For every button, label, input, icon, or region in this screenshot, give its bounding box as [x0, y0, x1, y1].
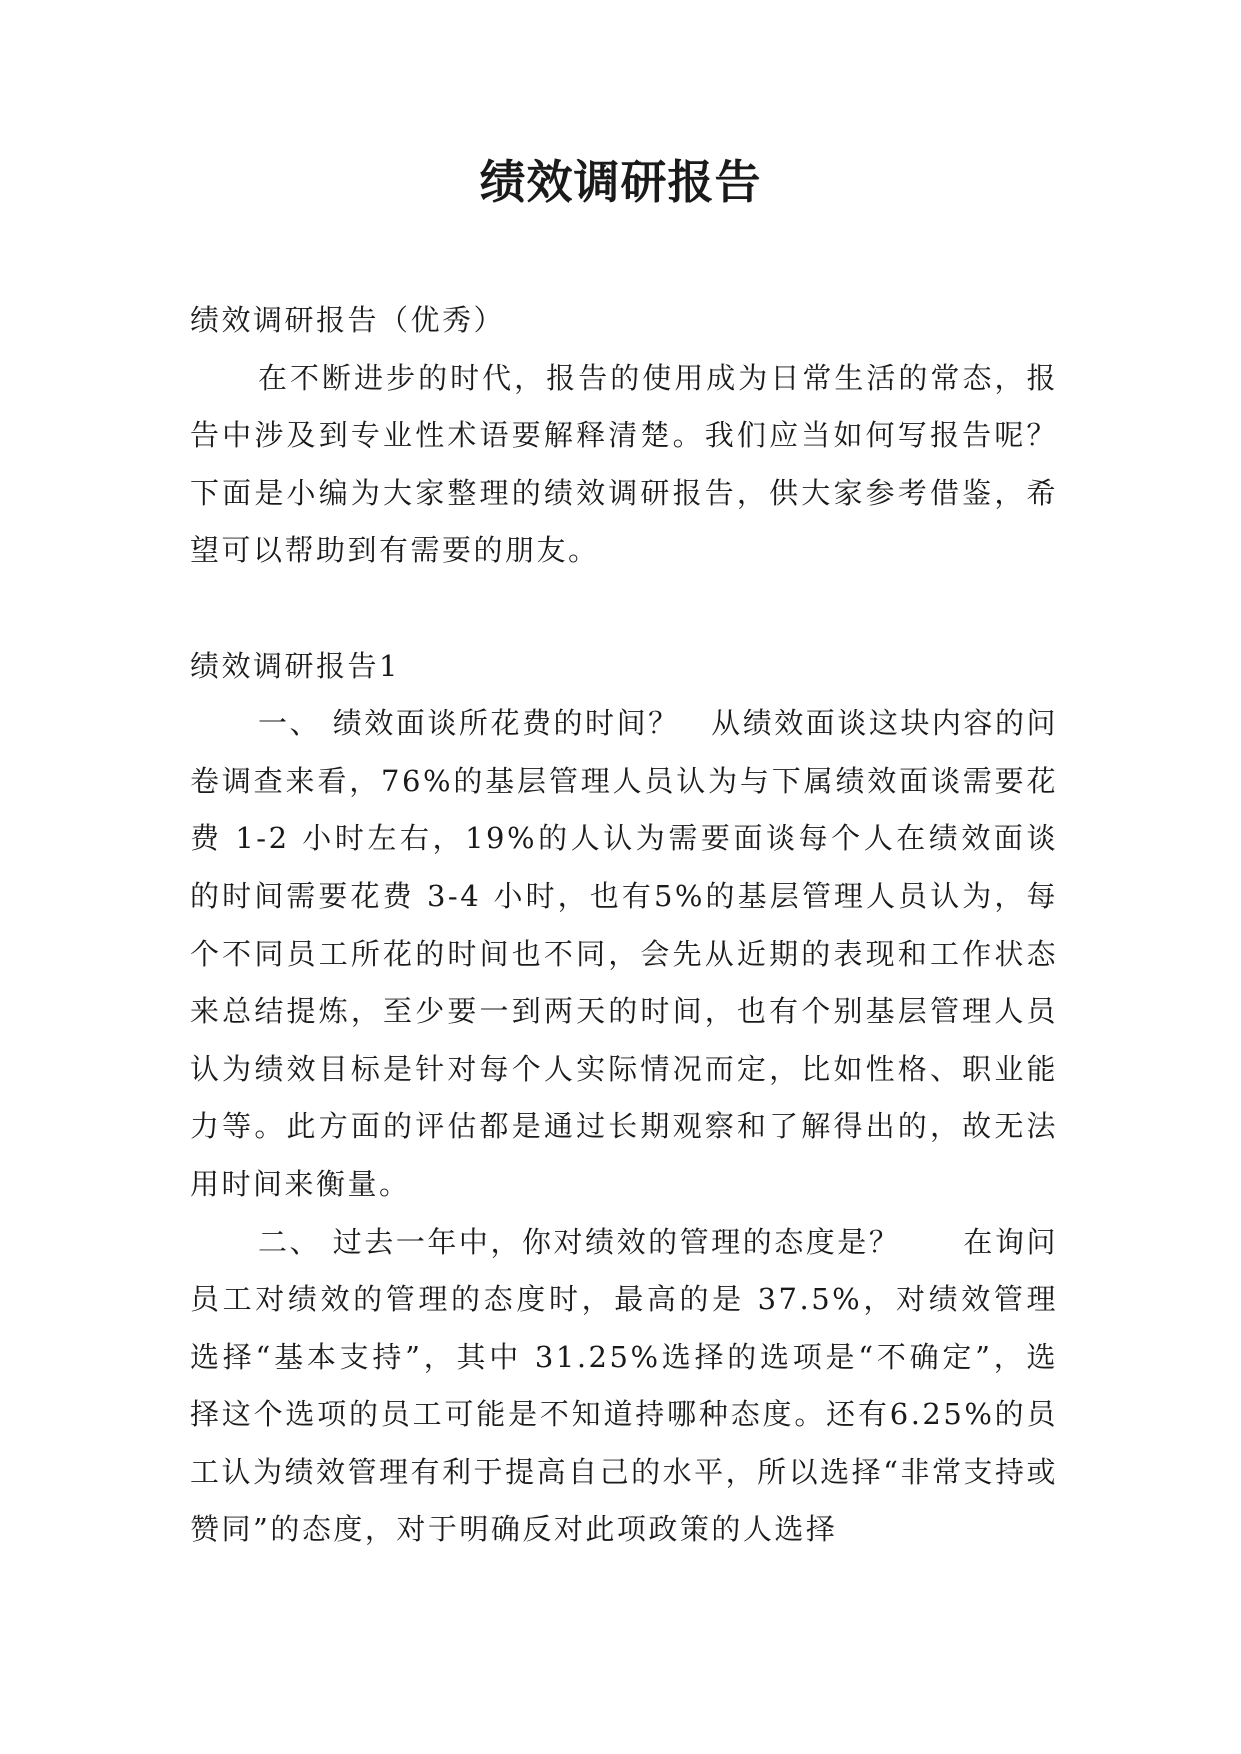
section-heading: 绩效调研报告1	[190, 648, 400, 683]
document-title: 绩效调研报告	[479, 155, 762, 209]
body-paragraph-1: 一、 绩效面谈所花费的时间？ 从绩效面谈这块内容的问卷调查来看，76%的基层管理人员认为与下属绩效面谈需要花费 1-2 小时左右，19%的人认为需要面谈每个人在绩效面谈的时间需要花费 3-4 小时，也有5%的基层管理人员认为，每个不同员工所花的时间也不同，会先从近期的表现和工作状态来总结提炼，至少要一到两天的时间，也有个别基层管理人员认为绩效目标是针对每个人实际情况而定，比如性格、职业能力等。此方面的评估都是通过长期观察和了解得出的，故无法用时间来衡量。	[190, 706, 1058, 1201]
body-paragraph-2: 二、 过去一年中，你对绩效的管理的态度是？ 在询问员工对绩效的管理的态度时，最高的是 37.5%，对绩效管理选择“基本支持”，其中 31.25%选择的选项是“不确定”，选择这个选项的员工可能是不知道持哪种态度。还有6.25%的员工认为绩效管理有利于提高自己的水平，所以选择“非常支持或赞同”的态度，对于明确反对此项政策的人选择	[190, 1224, 1058, 1547]
subtitle-paragraph: 绩效调研报告（优秀）	[190, 303, 506, 337]
document-body	[190, 292, 1058, 1559]
intro-paragraph: 在不断进步的时代，报告的使用成为日常生活的常态，报告中涉及到专业性术语要解释清楚。我们应当如何写报告呢？下面是小编为大家整理的绩效调研报告，供大家参考借鉴，希望可以帮助到有需要的朋友。	[190, 360, 1058, 568]
